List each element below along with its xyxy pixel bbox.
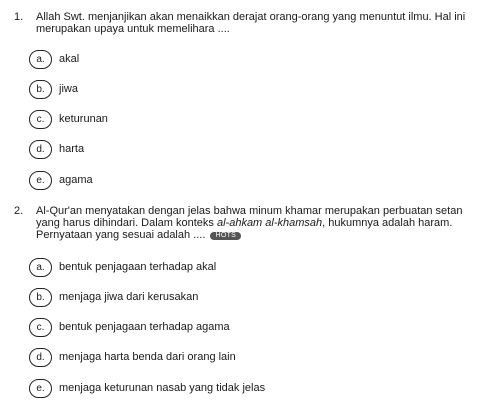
option-letter-e[interactable]: e. xyxy=(29,171,52,190)
question-1-option-a[interactable] xyxy=(29,49,79,69)
option-letter-c[interactable]: c. xyxy=(29,110,52,129)
question-2-option-a[interactable] xyxy=(29,257,216,277)
question-2-text-line-3-text: Pernyataan yang sesuai adalah .... xyxy=(36,229,206,241)
question-1-text-line-1: Allah Swt. menjanjikan akan menaikkan derajat orang-orang yang menuntut ilmu. Hal ini xyxy=(36,11,466,23)
option-text: harta xyxy=(59,143,85,155)
option-letter-e[interactable]: e. xyxy=(29,379,52,398)
option-letter-d[interactable]: d. xyxy=(29,140,52,159)
question-2-text-line-3 xyxy=(36,229,474,241)
question-1-option-d[interactable] xyxy=(29,139,84,159)
question-2-text-line-2 xyxy=(36,217,474,229)
option-text: bentuk penjagaan terhadap agama xyxy=(59,321,230,333)
option-text: bentuk penjagaan terhadap akal xyxy=(59,261,217,273)
question-2-option-e[interactable] xyxy=(29,378,265,398)
question-2-option-c[interactable] xyxy=(29,317,230,337)
option-letter-b[interactable]: b. xyxy=(29,288,52,307)
question-1-text-line-2: merupakan upaya untuk memelihara .... xyxy=(36,23,230,35)
option-text: menjaga harta benda dari orang lain xyxy=(59,351,236,363)
hots-badge: HOTS xyxy=(210,232,241,240)
question-2-option-d[interactable] xyxy=(29,347,236,367)
question-2-text-line-1: Al-Qur'an menyatakan dengan jelas bahwa minum khamar merupakan perbuatan setan xyxy=(36,205,463,217)
option-text: akal xyxy=(59,53,80,65)
question-2-text xyxy=(36,205,474,241)
option-text: menjaga keturunan nasab yang tidak jelas xyxy=(59,382,266,394)
question-2-option-b[interactable] xyxy=(29,287,198,307)
option-letter-d[interactable]: d. xyxy=(29,348,52,367)
option-text: keturunan xyxy=(59,113,108,125)
option-text: menjaga jiwa dari kerusakan xyxy=(59,291,199,303)
option-text: jiwa xyxy=(59,83,78,95)
question-2-italic-term: al-ahkam al-khamsah xyxy=(216,217,323,229)
question-1-number: 1. xyxy=(14,11,24,23)
option-letter-a[interactable]: a. xyxy=(29,50,52,69)
option-letter-c[interactable]: c. xyxy=(29,318,52,337)
option-letter-b[interactable]: b. xyxy=(29,80,52,99)
question-2-text-line-2-end: , hukumnya adalah haram. xyxy=(322,217,453,229)
option-letter-a[interactable]: a. xyxy=(29,258,52,277)
question-1-text xyxy=(36,11,476,35)
option-text: agama xyxy=(59,174,93,186)
question-2-text-line-2-start: yang harus dihindari. Dalam konteks xyxy=(36,217,217,229)
question-1-option-c[interactable] xyxy=(29,109,108,129)
question-1-option-b[interactable] xyxy=(29,79,78,99)
question-2-number: 2. xyxy=(14,205,24,217)
question-1-option-e[interactable] xyxy=(29,170,93,190)
